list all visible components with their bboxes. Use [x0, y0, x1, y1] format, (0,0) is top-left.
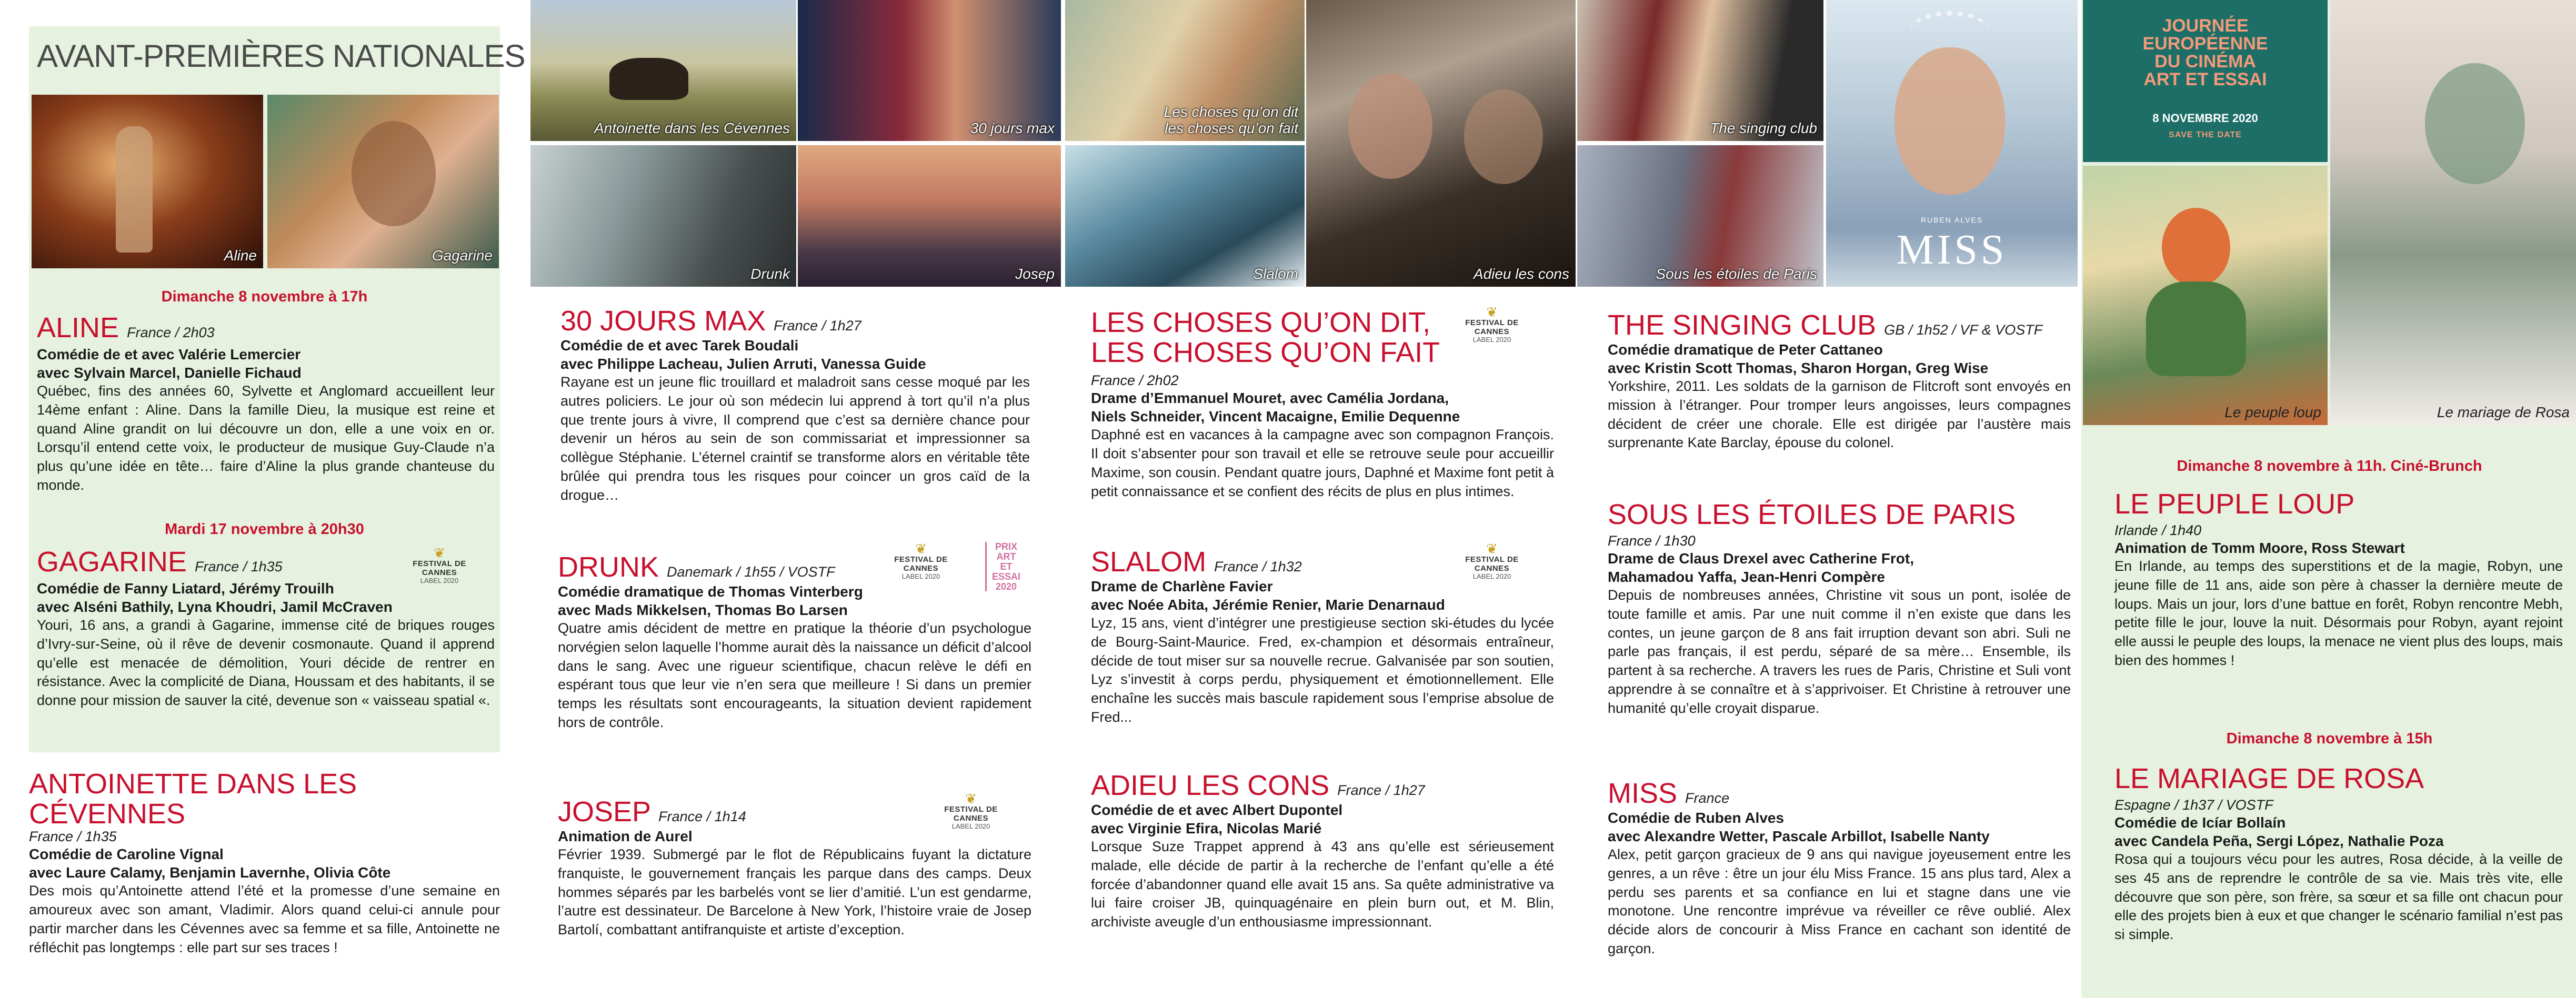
photo-choses	[1065, 0, 1305, 141]
caption-aline: Aline	[224, 247, 257, 264]
photo-slalom	[1065, 145, 1305, 287]
synopsis-mariage: Rosa qui a toujours vécu pour les autres, Rosa décide, à la veille de ses 45 ans de reprendre le contrôle de sa vie. Mais très vite, elle découvre que son père, son frère, sa sœur et sa fille ont chacun pour elle des projets bien à eux et que changer le scénario familial n’est pas si simple.	[2114, 851, 2563, 943]
credit-mariage: Comédie de Icíar Bollaín avec Candela Peña, Sergi López, Nathalie Poza	[2114, 814, 2444, 849]
film-etoiles	[1608, 500, 2071, 718]
laurel-icon: ❦	[965, 791, 977, 807]
title-aline: ALINE	[37, 312, 119, 344]
laurel-icon: ❦	[1486, 541, 1498, 557]
laurel-icon: ❦	[1486, 304, 1498, 320]
meta-josep: France / 1h14	[658, 809, 746, 824]
synopsis-slalom: Lyz, 15 ans, vient d’intégrer une prestigieuse section ski-études du lycée de Bourg-Saint-Maurice. Fred, ex-champion et désormais entraîneur, décide de tout miser sur sa nouvelle recrue. Galvanisée par son soutien, Lyz s’investit à corps perdu, physiquement et émotionnellement. Elle enchaîne les succès mais bascule rapidement sous l’emprise absolue de Fred...	[1091, 614, 1554, 725]
synopsis-josep: Février 1939. Submergé par le flot de Républicains fuyant la dictature franquiste, le gouvernement français les parque dans des camps. Deux hommes séparés par les barbelés vont se lier d’amitié. L’un est gendarme, l’autre est dessinateur. De Barcelone à New York, l’histoire vraie de Josep Bartolí, combattant antifranquiste et artiste d’exception.	[558, 846, 1031, 938]
credit-etoiles: Drame de Claus Drexel avec Catherine Frot, Mahamadou Yaffa, Jean-Henri Compère	[1608, 550, 1915, 585]
synopsis-peuple: En Irlande, au temps des superstitions et de la magie, Robyn, une jeune fille de 11 ans, aide son père à chasser la dernière meute de loups. Mais un jour, lors d’une battue en forêt, Robyn rencontre Mebh, petite fille le jour, louve la nuit. Désormais pour Robyn, ayant rejoint elle aussi le peuple des loups, la menace ne vient plus des loups, mais bien des hommes !	[2114, 558, 2563, 669]
credit-aline: Comédie de et avec Valérie Lemercier avec Sylvain Marcel, Danielle Fichaud	[37, 346, 302, 381]
film-drunk	[558, 552, 1031, 732]
title-antoinette: ANTOINETTE DANS LES CÉVENNES	[29, 768, 357, 830]
film-peuple	[2114, 489, 2563, 670]
photo-peuple	[2083, 166, 2328, 425]
cannes-label-choses: ❦ FESTIVAL DE CANNES LABEL 2020	[1452, 305, 1531, 344]
poster-miss	[1826, 0, 2078, 287]
journee-europeenne	[2083, 0, 2328, 162]
credit-30-jours: Comédie de et avec Tarek Boudali avec Philippe Lacheau, Julien Arruti, Vanessa Guide	[560, 337, 926, 372]
film-singing	[1608, 310, 2071, 452]
cannes-label-josep: ❦ FESTIVAL DE CANNES LABEL 2020	[931, 792, 1010, 830]
caption-antoinette: Antoinette dans les Cévennes	[594, 120, 790, 136]
photo-adieu	[1306, 0, 1576, 287]
synopsis-miss: Alex, petit garçon gracieux de 9 ans qui navigue joyeusement entre les genres, a un rêve : être un jour élu Miss France. 15 ans plus tard, Alex a perdu ses parents et sa confiance en lui et stagne dans une vie monotone. Une rencontre imprévue va réveiller ce rêve oublié. Alex décide alors de concourir à Miss France en cachant son identité de garçon.	[1608, 846, 2071, 957]
poster-miss-tagline: RUBEN ALVES	[1920, 216, 1983, 224]
poster-miss-title: MISS	[1896, 227, 2008, 273]
credit-drunk: Comédie dramatique de Thomas Vinterberg avec Mads Mikkelsen, Thomas Bo Larsen	[558, 583, 863, 618]
meta-choses: France / 2h02	[1091, 372, 1179, 389]
photo-antoinette	[530, 0, 796, 141]
title-gagarine: GAGARINE	[37, 546, 187, 578]
meta-etoiles: France / 1h30	[1608, 532, 1696, 549]
photo-gagarine	[267, 95, 499, 268]
meta-gagarine: France / 1h35	[195, 559, 283, 574]
photo-drunk	[530, 145, 796, 287]
title-peuple: LE PEUPLE LOUP	[2114, 488, 2355, 520]
caption-mariage: Le mariage de Rosa	[2437, 404, 2570, 420]
cannes-label-drunk: ❦ FESTIVAL DE CANNES LABEL 2020	[881, 542, 960, 580]
photo-singing	[1577, 0, 1823, 141]
laurel-icon: ❦	[915, 541, 927, 557]
film-gagarine	[37, 547, 495, 710]
credit-miss: Comédie de Ruben Alves avec Alexandre Wetter, Pascale Arbillot, Isabelle Nanty	[1608, 809, 1990, 844]
laurel-icon: ❦	[434, 545, 445, 561]
date-gagarine: Mardi 17 novembre à 20h30	[165, 521, 364, 538]
meta-miss: France	[1685, 790, 1730, 806]
meta-aline: France / 2h03	[127, 325, 215, 340]
title-singing: THE SINGING CLUB	[1608, 309, 1877, 341]
credit-gagarine: Comédie de Fanny Liatard, Jérémy Trouilh avec Alséni Bathily, Lyna Khoudri, Jamil McCraven	[37, 580, 393, 615]
meta-slalom: France / 1h32	[1214, 559, 1302, 574]
journee-title: JOURNÉE EUROPÉENNE DU CINÉMA ART ET ESSAI	[2142, 16, 2268, 89]
credit-antoinette: Comédie de Caroline Vignal avec Laure Calamy, Benjamin Lavernhe, Olivia Côte	[29, 846, 391, 881]
caption-singing: The singing club	[1710, 120, 1817, 136]
synopsis-antoinette: Des mois qu’Antoinette attend l’été et la promesse d’une semaine en amoureux avec son amant, Vladimir. Alors quand celui-ci annule pour partir marcher dans les Cévennes avec sa femme et sa fille, Antoinette ne réfléchit pas longtemps : elle part sur ses traces !	[29, 883, 500, 956]
synopsis-gagarine: Youri, 16 ans, a grandi à Gagarine, immense cité de briques rouges d’Ivry-sur-Seine, où il rêve de devenir cosmonaute. Quand il apprend qu’elle est menacée de démolition, Youri décide de rentrer en résistance. Avec la complicité de Diana, Houssam et des habitants, il se donne pour mission de sauver la cité, devenue son « vaisseau spatial «.	[37, 617, 495, 709]
photo-mariage	[2330, 0, 2576, 425]
meta-mariage: Espagne / 1h37 / VOSTF	[2114, 797, 2273, 813]
meta-30-jours: France / 1h27	[774, 318, 861, 334]
synopsis-30-jours: Rayane est un jeune flic trouillard et maladroit sans cesse moqué par les autres policiers. Le jour où son médecin lui apprend à tort qu’il n’a plus que trente jours à vivre, Il comprend que c’est sa dernière chance pour devenir un héros au sein de son commissariat et impressionner sa collègue Stéphanie. L’éternel craintif se transforme alors en véritable tête brûlée qui prendra tous les risques pour coincer un gros caïd de la drogue…	[560, 374, 1030, 503]
caption-gagarine: Gagarine	[432, 247, 493, 264]
meta-drunk: Danemark / 1h55 / VOSTF	[667, 564, 835, 580]
film-miss	[1608, 779, 2071, 959]
title-etoiles: SOUS LES ÉTOILES DE PARIS	[1608, 499, 2016, 530]
film-josep	[558, 797, 1031, 940]
film-slalom	[1091, 547, 1554, 727]
date-peuple: Dimanche 8 novembre à 11h. Ciné-Brunch	[2177, 458, 2482, 475]
credit-josep: Animation de Aurel	[558, 828, 693, 844]
meta-adieu: France / 1h27	[1337, 782, 1425, 798]
credit-peuple: Animation de Tomm Moore, Ross Stewart	[2114, 539, 2405, 556]
film-30-jours	[560, 306, 1030, 505]
synopsis-aline: Québec, fins des années 60, Sylvette et Anglomard accueillent leur 14ème enfant : Aline. Dans la famille Dieu, la musique est reine et quand Aline grandit on lui découvre un don, elle a une voix en or. Lorsqu’il entend cette voix, le producteur de musique Guy-Claude n’a plus qu’une idée en tête… faire d’Aline la plus grande chanteuse du monde.	[37, 382, 495, 493]
photo-etoiles	[1577, 145, 1823, 287]
film-antoinette	[29, 769, 500, 957]
photo-30-jours	[798, 0, 1061, 141]
credit-adieu: Comédie de et avec Albert Dupontel avec Virginie Efira, Nicolas Marié	[1091, 801, 1343, 836]
photo-aline	[32, 95, 263, 268]
title-adieu: ADIEU LES CONS	[1091, 770, 1330, 801]
title-drunk: DRUNK	[558, 551, 659, 583]
film-mariage	[2114, 764, 2563, 944]
journee-save: SAVE THE DATE	[2169, 130, 2242, 139]
title-mariage: LE MARIAGE DE ROSA	[2114, 763, 2424, 794]
synopsis-etoiles: Depuis de nombreuses années, Christine vit sous un pont, isolée de toute famille et amis. Par une nuit comme il n’en existe que dans les contes, un jeune garçon de 8 ans fait irruption devant son abri. Suli ne parle pas français, il est perdu, séparé de sa mère… Ensemble, ils partent à sa recherche. A travers les rues de Paris, Christine et Suli vont apprendre à se connaître et à s’apprivoiser. Et Christine à retrouver une humanité qu’elle croyait disparue.	[1608, 587, 2071, 717]
meta-singing: GB / 1h52 / VF & VOSTF	[1884, 322, 2043, 338]
date-mariage: Dimanche 8 novembre à 15h	[2226, 730, 2433, 747]
film-choses	[1091, 308, 1554, 501]
synopsis-drunk: Quatre amis décident de mettre en pratique la théorie d’un psychologue norvégien selon laquelle l’homme aurait dès la naissance un déficit d’alcool dans le sang. Avec une rigueur scientifique, chacun relève le défi en espérant tous que leur vie n’en sera que meilleure ! Si dans un premier temps les résultats sont encourageants, la situation devient rapidement hors de contrôle.	[558, 620, 1031, 731]
section-title: AVANT-PREMIÈRES NATIONALES	[37, 38, 525, 74]
caption-30-jours: 30 jours max	[970, 120, 1055, 136]
credit-choses: Drame d’Emmanuel Mouret, avec Camélia Jordana, Niels Schneider, Vincent Macaigne, Emilie Dequenne	[1091, 390, 1460, 425]
synopsis-adieu: Lorsque Suze Trappet apprend à 43 ans qu’elle est sérieusement malade, elle décide de partir à la recherche de l’enfant qu’elle a été forcée d’abandonner quand elle avait 15 ans. Sa quête administrative va lui faire croiser JB, quinquagénaire en plein burn out, et M. Blin, archiviste aveugle d’un enthousiasme impressionnant.	[1091, 838, 1554, 930]
film-aline	[37, 313, 495, 495]
prix-art-essai-badge: PRIX ART ET ESSAI 2020	[985, 542, 1024, 591]
caption-etoiles: Sous les étoiles de Paris	[1656, 266, 1817, 282]
meta-peuple: Irlande / 1h40	[2114, 522, 2202, 538]
meta-antoinette: France / 1h35	[29, 829, 117, 845]
title-josep: JOSEP	[558, 796, 651, 828]
date-aline: Dimanche 8 novembre à 17h	[161, 288, 368, 305]
caption-josep: Josep	[1015, 266, 1055, 282]
caption-slalom: Slalom	[1253, 266, 1298, 282]
cannes-label-slalom: ❦ FESTIVAL DE CANNES LABEL 2020	[1452, 542, 1531, 580]
film-adieu	[1091, 771, 1554, 932]
title-30-jours: 30 JOURS MAX	[560, 305, 766, 337]
caption-adieu: Adieu les cons	[1473, 266, 1569, 282]
caption-choses: Les choses qu’on dit les choses qu’on fait	[1164, 104, 1298, 137]
synopsis-singing: Yorkshire, 2011. Les soldats de la garnison de Flitcroft sont envoyés en mission à l’étranger. Pour tromper leurs angoisses, leurs compagnes décident de créer une chorale. Elle est dirigée par l’austère mais surprenante Kate Barclay, épouse du colonel.	[1608, 378, 2071, 451]
photo-josep	[798, 145, 1061, 287]
credit-singing: Comédie dramatique de Peter Cattaneo avec Kristin Scott Thomas, Sharon Horgan, Greg Wise	[1608, 341, 1989, 376]
title-slalom: SLALOM	[1091, 546, 1207, 578]
caption-peuple: Le peuple loup	[2224, 404, 2321, 420]
journee-date: 8 NOVEMBRE 2020	[2152, 112, 2258, 125]
caption-drunk: Drunk	[750, 266, 790, 282]
synopsis-choses: Daphné est en vacances à la campagne avec son compagnon François. Il doit s’absenter pour son travail et elle se retrouve seule pour accueillir Maxime, son cousin. Pendant quatre jours, Daphné et Maxime font petit à petit connaissance et se confient des récits de plus en plus intimes.	[1091, 427, 1554, 500]
credit-slalom: Drame de Charlène Favier avec Noée Abita, Jérémie Renier, Marie Denarnaud	[1091, 578, 1445, 613]
title-miss: MISS	[1608, 778, 1678, 809]
title-choses: LES CHOSES QU’ON DIT, LES CHOSES QU’ON FAIT	[1091, 307, 1440, 368]
cannes-label-gagarine: ❦ FESTIVAL DE CANNES LABEL 2020	[400, 546, 479, 584]
